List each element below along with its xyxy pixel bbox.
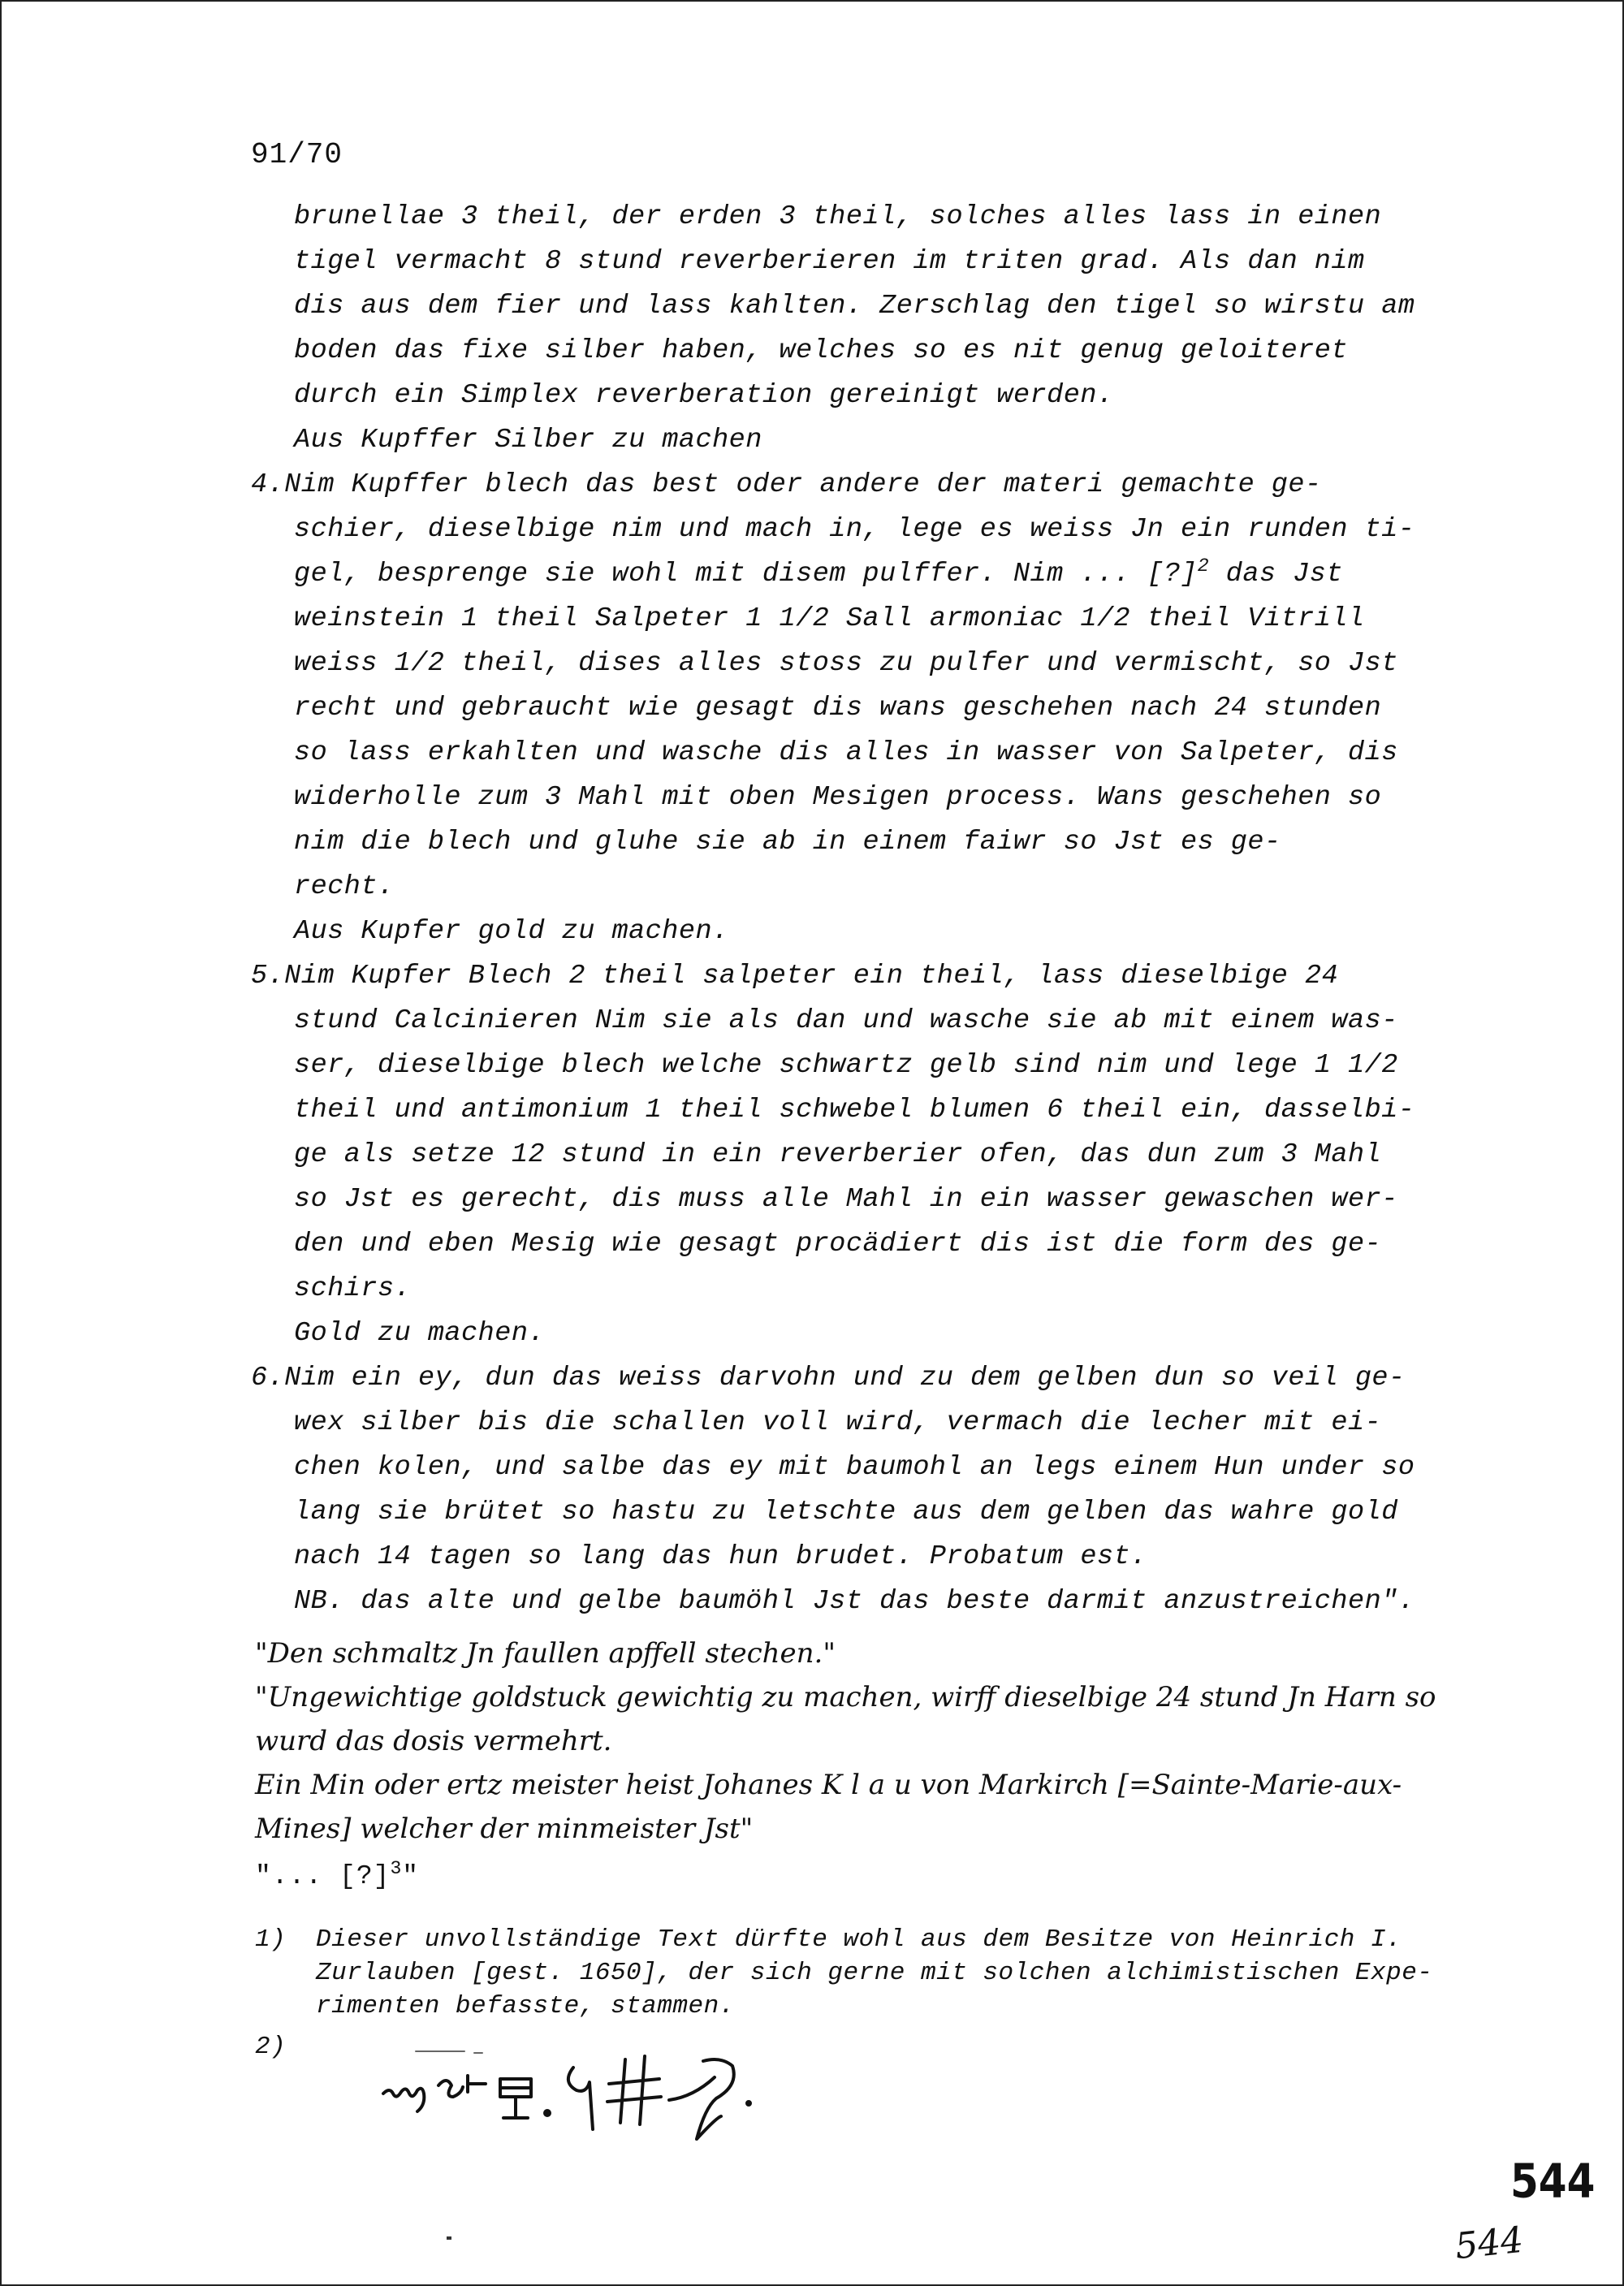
text-line: weinstein 1 theil Salpeter 1 1/2 Sall armoniac 1/2 theil Vitrill: [294, 603, 1365, 634]
ellipsis-close: ": [402, 1861, 420, 1891]
text-line: chen kolen, und salbe das ey mit baumohl an legs einem Hun under so: [294, 1452, 1415, 1483]
handwritten-line: "Den schmaltz Jn faullen apffell stechen.": [255, 1637, 836, 1670]
text-line-with-footnote: [294, 555, 1343, 590]
footnote-1-line: Dieser unvollständige Text dürfte wohl aus dem Besitze von Heinrich I.: [316, 1925, 1402, 1954]
handwritten-line: Mines] welcher der minmeister Jst": [255, 1813, 754, 1845]
text-line: schirs.: [294, 1273, 412, 1304]
text-line: nach 14 tagen so lang das hun brudet. Probatum est.: [294, 1541, 1147, 1572]
text-line: schier, dieselbige nim und mach in, lege es weiss Jn ein runden ti-: [294, 514, 1415, 545]
text-line: so lass erkahlten und wasche dis alles in wasser von Salpeter, dis: [294, 737, 1398, 768]
footnote-1-number: 1): [255, 1925, 287, 1954]
footnote-1-line: Zurlauben [gest. 1650], der sich gerne mit solchen alchimistischen Expe-: [316, 1959, 1433, 1987]
ellipsis-text: "... [?]: [255, 1861, 391, 1891]
text-line: stund Calcinieren Nim sie als dan und wasche sie ab mit einem was-: [294, 1005, 1398, 1036]
text-line: 6.Nim ein ey, dun das weiss darvohn und zu dem gelben dun so veil ge-: [251, 1363, 1406, 1394]
text-line: dis aus dem fier und lass kahlten. Zerschlag den tigel so wirstu am: [294, 291, 1415, 322]
handwritten-page-number: 544: [1453, 2219, 1526, 2268]
alchemical-symbols-sketch: [367, 2032, 822, 2146]
footnote-1-line: rimenten befasste, stammen.: [316, 1992, 735, 2020]
text-line-tail: das Jst: [1225, 559, 1343, 590]
section-heading: Aus Kupffer Silber zu machen: [294, 425, 762, 456]
text-line: so Jst es gerecht, dis muss alle Mahl in ein wasser gewaschen wer-: [294, 1184, 1398, 1215]
text-line: widerholle zum 3 Mahl mit oben Mesigen process. Wans geschehen so: [294, 782, 1382, 813]
ellipsis-line: [255, 1858, 420, 1891]
footnote-ref-3: 3: [390, 1858, 403, 1879]
text-line: gel, besprenge sie wohl mit disem pulffer. Nim ... [?]: [294, 559, 1198, 590]
text-line: den und eben Mesig wie gesagt procädiert dis ist die form des ge-: [294, 1229, 1382, 1260]
text-line: tigel vermacht 8 stund reverberieren im triten grad. Als dan nim: [294, 246, 1365, 277]
handwritten-line: Ein Min oder ertz meister heist Johanes K l a u von Markirch [=Sainte-Marie-aux-: [255, 1769, 1402, 1801]
text-line: 4.Nim Kupffer blech das best oder andere der materi gemachte ge-: [251, 469, 1322, 500]
stamped-page-number: 544: [1510, 2154, 1596, 2209]
reference-number: 91/70: [251, 138, 343, 171]
text-line: ser, dieselbige blech welche schwartz gelb sind nim und lege 1 1/2: [294, 1050, 1398, 1081]
section-heading: Aus Kupfer gold zu machen.: [294, 916, 729, 947]
text-line: durch ein Simplex reverberation gereinigt werden.: [294, 380, 1114, 411]
handwritten-line: wurd das dosis vermehrt.: [255, 1725, 612, 1757]
text-line: recht.: [294, 871, 395, 902]
text-line: boden das fixe silber haben, welches so es nit genug geloiteret: [294, 335, 1349, 366]
footnote-ref-2: 2: [1197, 555, 1210, 577]
footnote-2-number: 2): [255, 2033, 287, 2061]
text-line: nim die blech und gluhe sie ab in einem faiwr so Jst es ge-: [294, 827, 1281, 858]
text-line: recht und gebraucht wie gesagt dis wans geschehen nach 24 stunden: [294, 693, 1382, 724]
text-line: 5.Nim Kupfer Blech 2 theil salpeter ein theil, lass dieselbige 24: [251, 961, 1339, 992]
handwritten-line: "Ungewichtige goldstuck gewichtig zu machen, wirff dieselbige 24 stund Jn Harn so: [255, 1681, 1436, 1713]
text-line: weiss 1/2 theil, dises alles stoss zu pulfer und vermischt, so Jst: [294, 648, 1398, 679]
speck-mark: [447, 2236, 451, 2240]
text-line: brunellae 3 theil, der erden 3 theil, solches alles lass in einen: [294, 201, 1382, 232]
text-line: lang sie brütet so hastu zu letschte aus dem gelben das wahre gold: [294, 1497, 1398, 1528]
text-line: wex silber bis die schallen voll wird, vermach die lecher mit ei-: [294, 1407, 1382, 1438]
text-line: NB. das alte und gelbe baumöhl Jst das beste darmit anzustreichen".: [294, 1586, 1415, 1617]
text-line: ge als setze 12 stund in ein reverberier ofen, das dun zum 3 Mahl: [294, 1139, 1382, 1170]
text-line: theil und antimonium 1 theil schwebel blumen 6 theil ein, dasselbi-: [294, 1095, 1415, 1126]
section-heading: Gold zu machen.: [294, 1318, 546, 1349]
